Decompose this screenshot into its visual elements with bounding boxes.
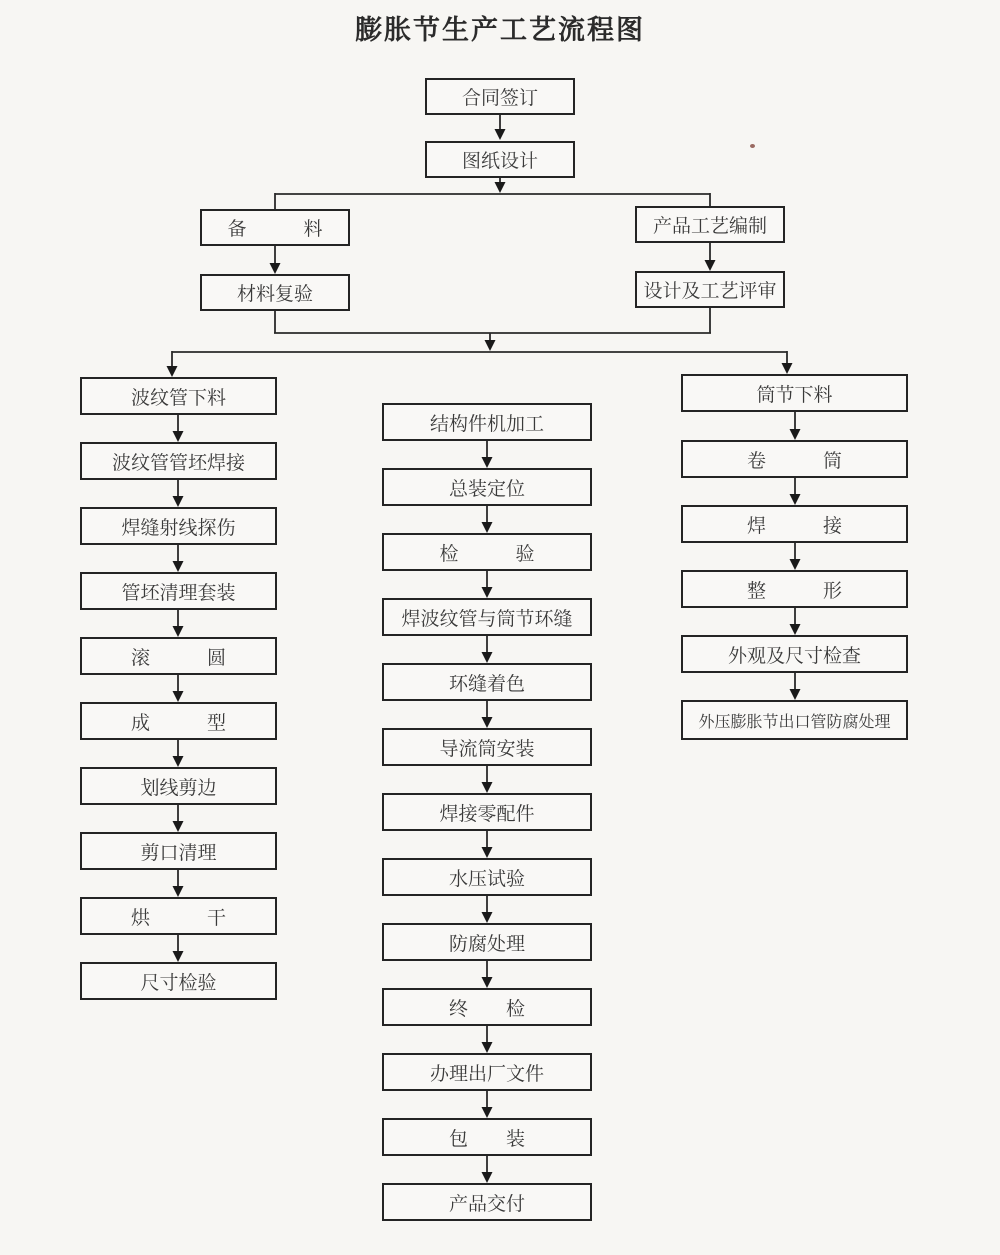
edge-plan-to-review [705,243,716,271]
node-blank-cleaning-nesting: 管坯清理套装 [80,572,277,610]
node-welding: 焊 接 [681,505,908,543]
node-material-recheck: 材料复验 [200,274,350,311]
node-marking-trimming: 划线剪边 [80,767,277,805]
node-drawing-design: 图纸设计 [425,141,575,178]
node-material-prepare: 备 料 [200,209,350,246]
node-dimension-inspection: 尺寸检验 [80,962,277,1000]
node-guide-tube-install: 导流筒安装 [382,728,592,766]
node-contract-signing: 合同签订 [425,78,575,115]
node-bellows-cutting: 波纹管下料 [80,377,277,415]
node-weld-xray-inspection: 焊缝射线探伤 [80,507,277,545]
node-forming: 成 型 [80,702,277,740]
node-packaging: 包 装 [382,1118,592,1156]
node-anticorrosion-treatment: 防腐处理 [382,923,592,961]
edge-drawing-branch [275,178,710,209]
node-assembly-positioning: 总装定位 [382,468,592,506]
node-inspection: 检 验 [382,533,592,571]
node-final-inspection: 终 检 [382,988,592,1026]
edge-contract-to-drawing [495,115,506,140]
node-weld-bellows-shell-seam: 焊波纹管与筒节环缝 [382,598,592,636]
node-structural-machining: 结构件机加工 [382,403,592,441]
node-factory-documents: 办理出厂文件 [382,1053,592,1091]
node-cut-edge-cleaning: 剪口清理 [80,832,277,870]
node-outlet-pipe-anticorrosion: 外压膨胀节出口管防腐处理 [681,700,908,740]
node-appearance-size-check: 外观及尺寸检查 [681,635,908,673]
edge-merge-and-split [167,308,793,377]
node-seam-dye-penetrant: 环缝着色 [382,663,592,701]
node-shell-cutting: 筒节下料 [681,374,908,412]
node-weld-accessories: 焊接零配件 [382,793,592,831]
flowchart-title: 膨胀节生产工艺流程图 [355,15,645,45]
node-rolling-round: 滚 圆 [80,637,277,675]
edges-left-column [173,415,184,962]
node-drying: 烘 干 [80,897,277,935]
node-hydrostatic-test: 水压试验 [382,858,592,896]
node-reshaping: 整 形 [681,570,908,608]
scan-artifact-dot [750,144,755,148]
node-product-delivery: 产品交付 [382,1183,592,1221]
node-rolling-cylinder: 卷 筒 [681,440,908,478]
node-design-review: 设计及工艺评审 [635,271,785,308]
edge-prepare-to-recheck [270,246,281,274]
node-process-planning: 产品工艺编制 [635,206,785,243]
node-bellows-blank-welding: 波纹管管坯焊接 [80,442,277,480]
